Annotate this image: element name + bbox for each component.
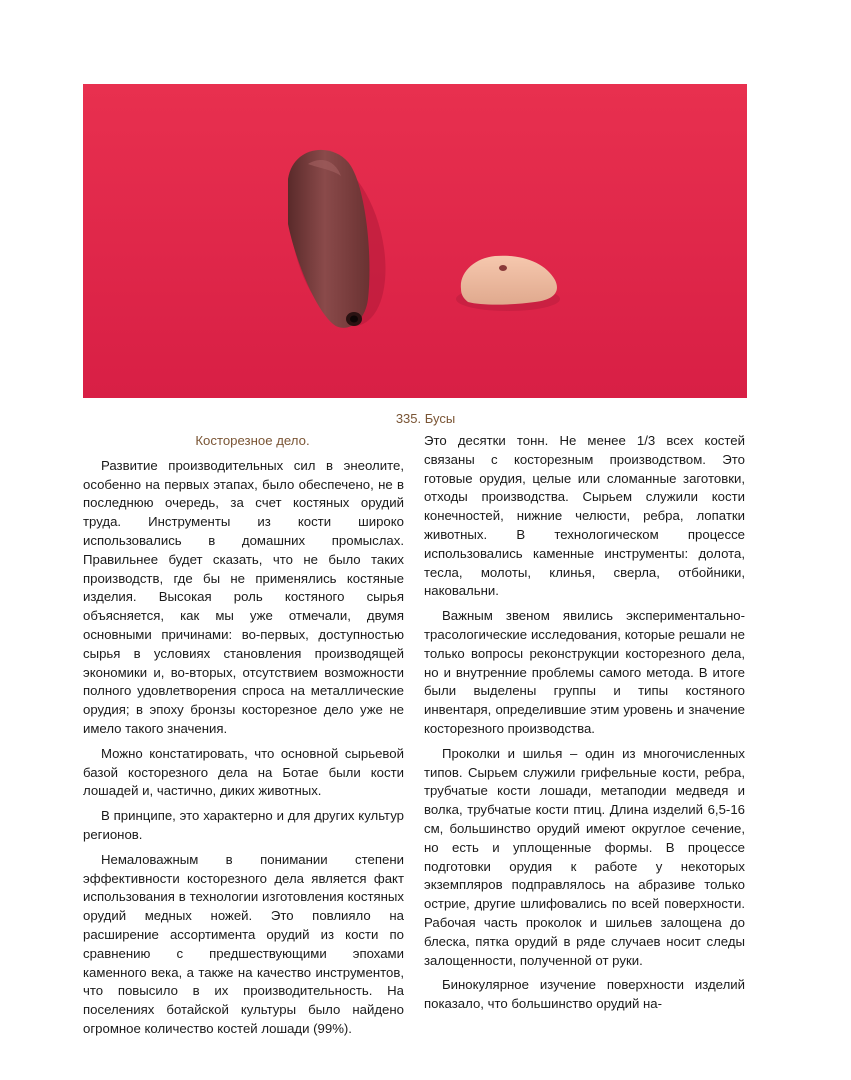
paragraph: В принципе, это характерно и для других культур регионов.	[83, 808, 404, 842]
right-column	[424, 432, 745, 1020]
beads-photo	[83, 84, 747, 398]
paragraph: Бинокулярное изучение поверхности изделий показало, что большинство орудий на-	[424, 977, 745, 1012]
paragraph: Проколки и шилья – один из многочисленных типов. Сырьем служили грифельные кости, ребра, трубчатые кости лошади, метаподии медведя и волка, трубчатые кости птиц. Длина изделий 6,5-16 см, большинство орудий имеют округлое сечение, но есть и уплощенные формы. В процессе подготовки орудия к работе у некоторых экземпляров подправлялось на абразиве только острие, другие шлифовались по всей поверхности. Рабочая часть проколок и шильев залощена до блеска, пятка орудий в ряде случаев носит следы залощенности, полученной от руки.	[424, 745, 745, 968]
paragraph: Это десятки тонн. Не менее 1/3 всех костей связаны с косторезным производством. Это готовые орудия, целые или сломанные заготовки, отходы производства. Сырьем служили кости конечностей, нижние челюсти, ребра, лопатки животных. В технологическом процессе использовались каменные инструменты: долота, тесла, молоты, клинья, сверла, отбойники, наковальни.	[424, 433, 745, 599]
section-heading: Косторезное дело.	[195, 433, 310, 448]
paragraph: Развитие производительных сил в энеолите, особенно на первых этапах, было обеспечено, не в последнюю очередь, за счет костяных орудий труда. Инструменты из кости широко использовались в домашних промыслах. Правильнее будет сказать, что не было таких производств, где бы не применялись костяные изделия. Высокая роль костяного сырья объясняется, как мы уже отмечали, двумя основными причинами: во-первых, доступностью сырья в условиях становления производящей экономики и, во-вторых, отсутствием возможности полного удовлетворения спроса на металлические орудия; в эпоху бронзы косторезное дело уже не имело такого значения.	[83, 457, 404, 736]
figure-caption: 335. Бусы	[395, 411, 456, 426]
paragraph: Можно констатировать, что основной сырьевой базой косторезного дела на Ботае были кости лошадей и, частично, диких животных.	[83, 745, 404, 799]
paragraph: Немаловажным в понимании степени эффективности косторезного дела является факт использования в технологии изготовления костяных орудий медных ножей. Это повлияло на расширение ассортимента орудий из кости по сравнению с предшествующими эпохами каменного века, а также на качество инструментов, что повысило в их производительность. На поселениях ботайской культуры было найдено огромное количество костей лошади (99%).	[83, 851, 404, 1036]
beads-illustration	[83, 84, 747, 398]
left-column	[83, 432, 404, 1045]
paragraph: Важным звеном явились экспериментально-трасологические исследования, которые решали не только вопросы реконструкции косторезного дела, но и внутренние проблемы самого метода. В итоге были выделены группы и типы костяного инвентаря, определившие этим уровень и значение косторезного производства.	[424, 608, 745, 736]
